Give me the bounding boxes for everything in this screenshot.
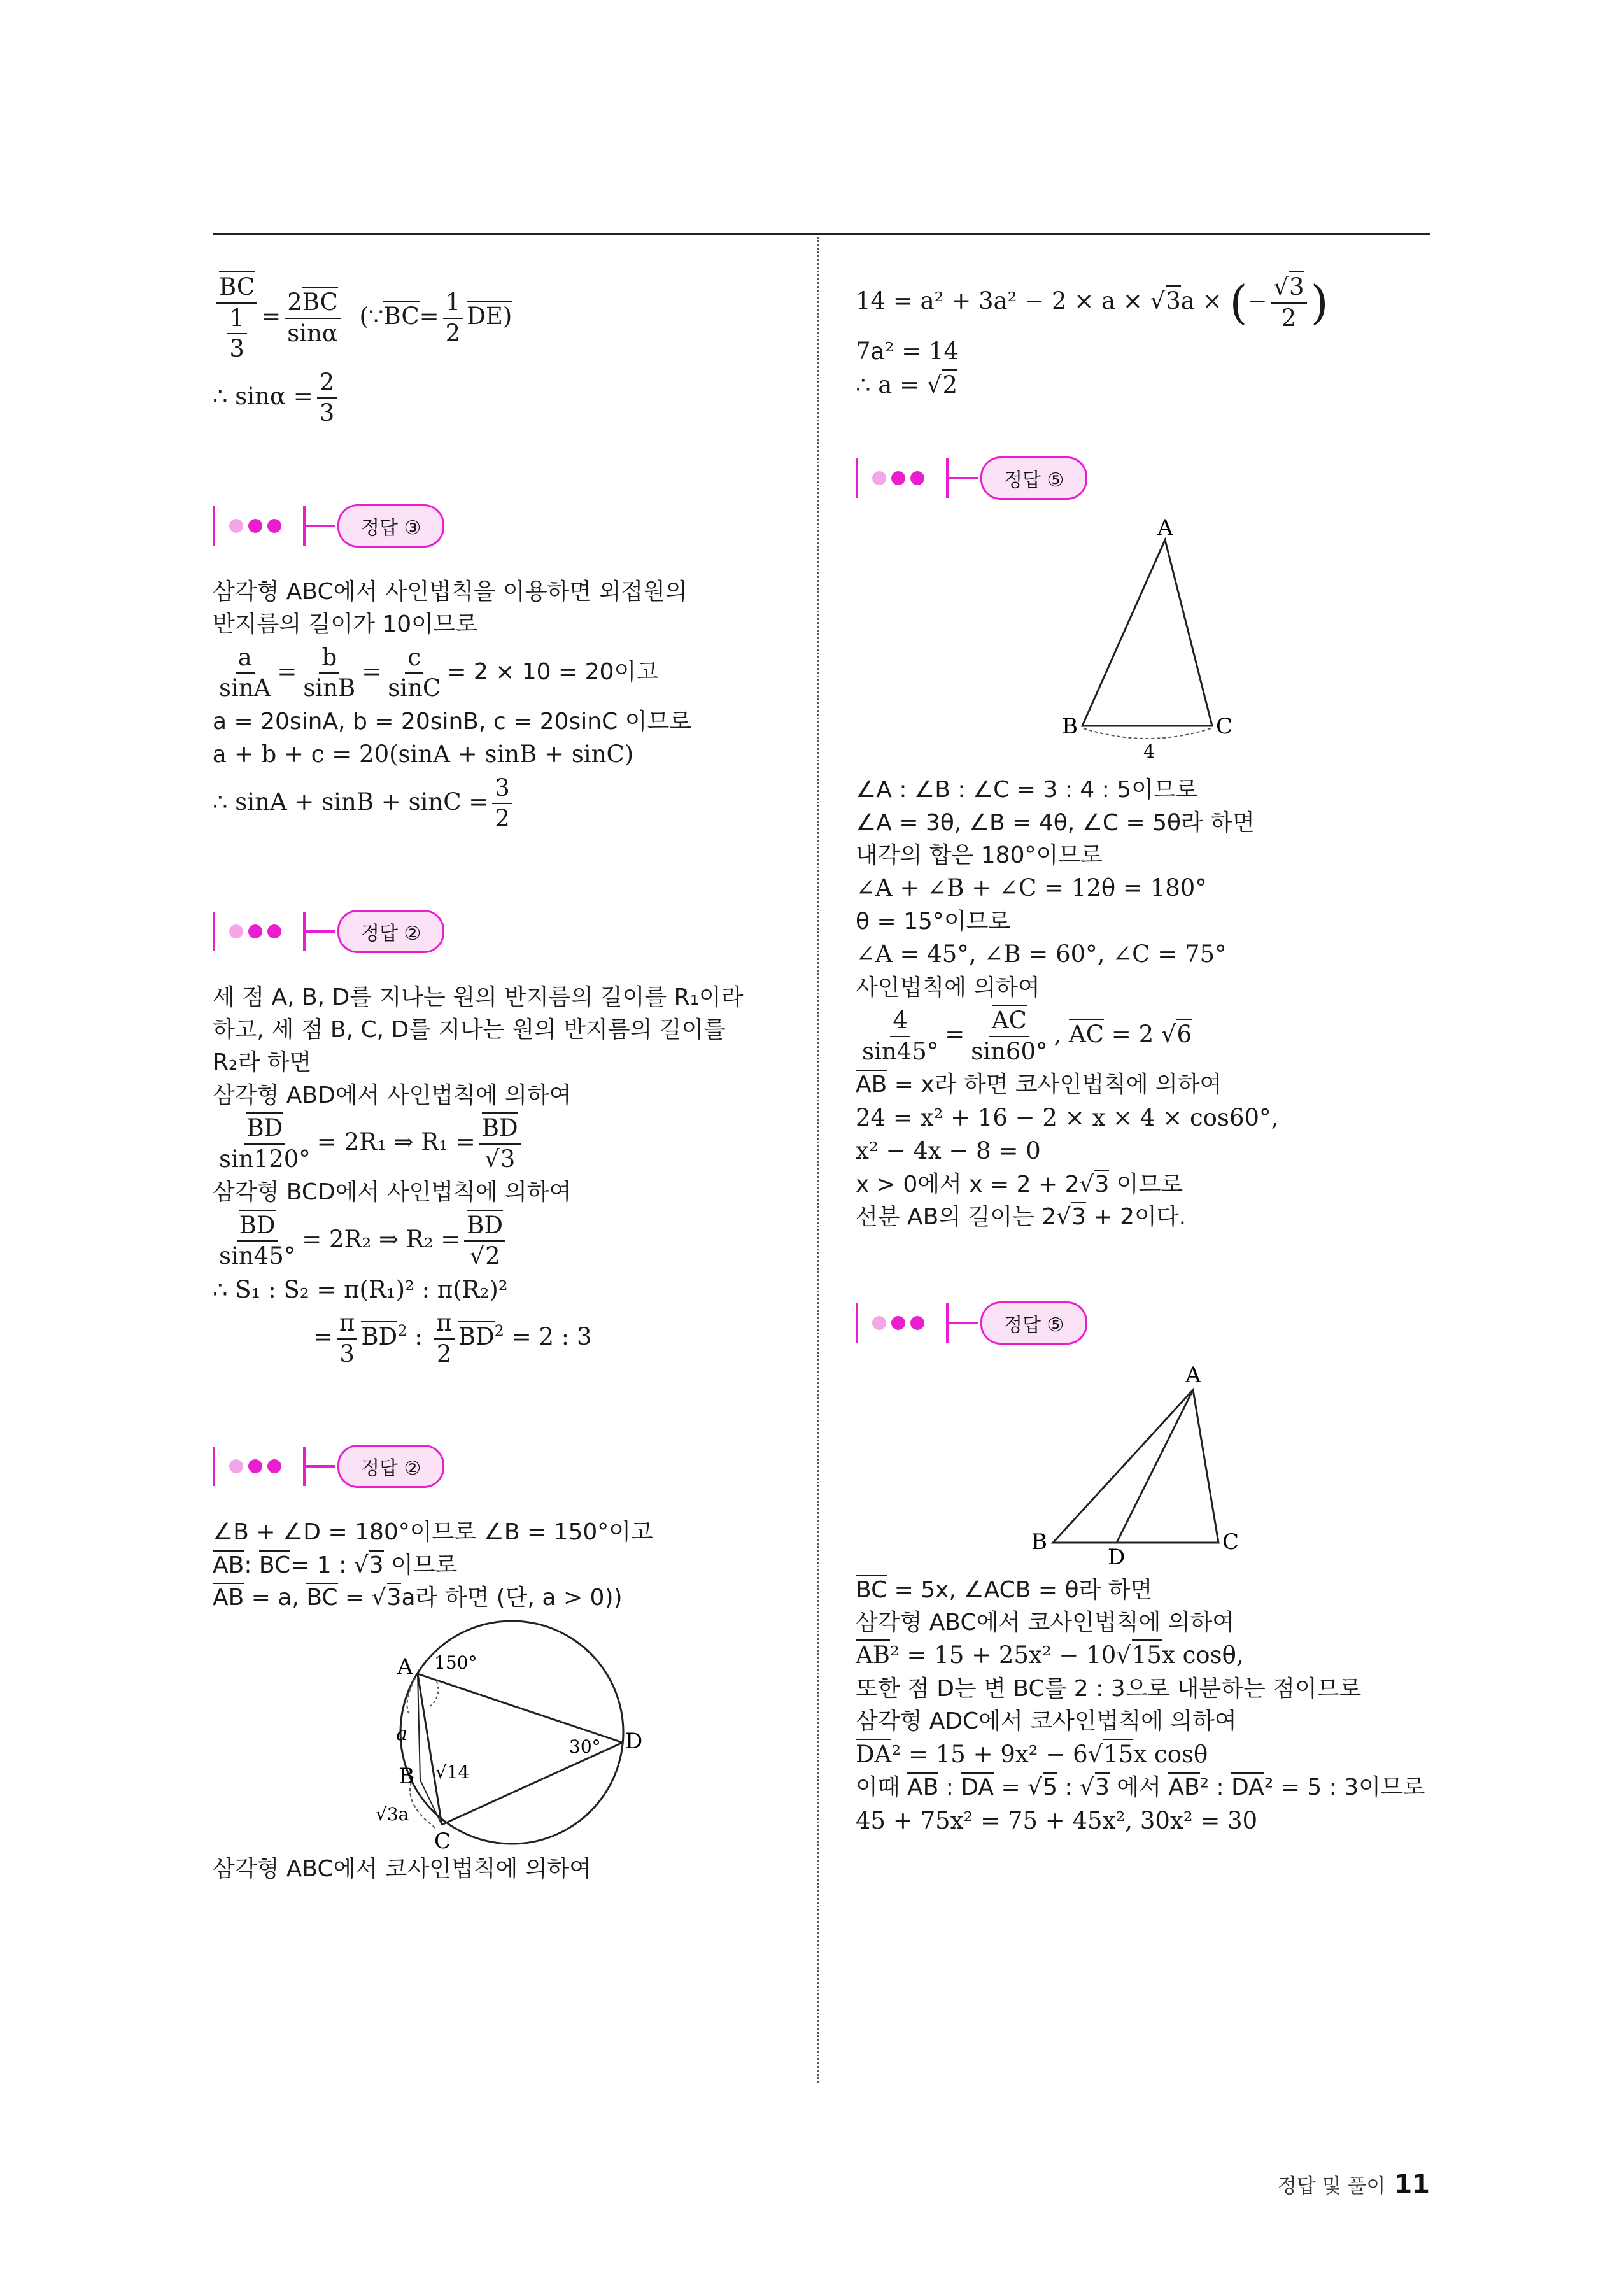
formula-a: ∴ a = √2 xyxy=(856,372,1429,399)
label-b: B xyxy=(1031,1529,1047,1555)
formula-r1: $\frac{BD}{\sin 120^\circ}$ = 2R₁ ⇒ R₁ = $\frac{BD}{√3}$ xyxy=(213,1115,786,1173)
text-line: 사인법칙에 의하여 xyxy=(856,974,1040,1001)
text-line: AB: BC= 1 : √3 이므로 xyxy=(213,1552,786,1578)
text-line: 삼각형 ABD에서 사인법칙에 의하여 xyxy=(213,1082,572,1108)
top-rule xyxy=(213,233,1430,235)
label-a: A xyxy=(1157,515,1173,541)
tee-connector xyxy=(946,1303,949,1343)
text-line: θ = 15°이므로 xyxy=(856,908,1011,935)
formula-7a2: 7a² = 14 xyxy=(856,337,959,365)
text-line: AB = a, BC = √3a라 하면 (단, a > 0)) xyxy=(213,1585,786,1611)
text-line: BC = 5x, ∠ACB = θ라 하면 xyxy=(856,1577,1429,1603)
formula-r2: $\frac{BD}{\sin 45^\circ}$ = 2R₂ ⇒ R₂ = $\frac{BD}{√2}$ xyxy=(213,1212,786,1270)
tee-connector xyxy=(303,912,306,951)
header-bar xyxy=(856,1303,858,1343)
left-top-block xyxy=(213,274,786,427)
formula-sine-ac: $\frac{4}{\sin 45^\circ}$ = $\frac{AC}{\sin 60^\circ}$ , AC = 2 √6 xyxy=(856,1007,1429,1065)
formula-sin-alpha-2: ∴ sinα = $\frac{2}{3}$ xyxy=(213,369,786,427)
cyclic-quadrilateral-diagram xyxy=(340,1618,643,1854)
right-top-block xyxy=(856,274,1429,399)
triangle-figure-1 xyxy=(1034,513,1429,770)
dots-icon xyxy=(229,519,281,533)
text-line: 45 + 75x² = 75 + 45x², 30x² = 30 xyxy=(856,1806,1258,1834)
label-b: B xyxy=(1062,714,1078,740)
label-c: C xyxy=(1222,1529,1239,1555)
formula-result: ∴ sinA + sinB + sinC = $\frac{3}{2}$ xyxy=(213,775,786,833)
label-c: C xyxy=(1216,714,1233,740)
label-a: A xyxy=(1185,1362,1201,1388)
text-line: 삼각형 ABC에서 사인법칙을 이용하면 외접원의 xyxy=(213,578,688,605)
text-line: 삼각형 BCD에서 사인법칙에 의하여 xyxy=(213,1179,572,1206)
tee-connector xyxy=(303,506,306,546)
label-30: 30° xyxy=(569,1736,601,1757)
text-line: ∴ S₁ : S₂ = π(R₁)² : π(R₂)² xyxy=(213,1275,508,1303)
label-length: 4 xyxy=(1143,741,1155,763)
formula-14: 14 = a² + 3a² − 2 × a × √3a × (− $\frac{√3}{2}$ ) xyxy=(856,274,1429,332)
text-line: 이때 AB : DA = √5 : √3 에서 AB² : DA² = 5 : 3이므로 xyxy=(856,1774,1429,1800)
text-line: AB = x라 하면 코사인법칙에 의하여 xyxy=(856,1072,1429,1098)
text-line: 24 = x² + 16 − 2 × x × 4 × cos60°, xyxy=(856,1103,1279,1131)
page-number: 11 xyxy=(1394,2170,1430,2199)
text-line: ∠A = 45°, ∠B = 60°, ∠C = 75° xyxy=(856,940,1227,968)
label-side-a: a xyxy=(396,1722,407,1745)
dots-icon xyxy=(872,1316,924,1330)
text-line: 반지름의 길이가 10이므로 xyxy=(213,611,478,638)
text-line: 세 점 A, B, D를 지나는 원의 반지름의 길이를 R₁이라 xyxy=(213,984,744,1010)
answer-badge: 정답 ② xyxy=(337,1445,444,1488)
answer-header-3 xyxy=(213,1444,786,1489)
dots-icon xyxy=(229,924,281,938)
header-bar xyxy=(213,506,215,546)
formula-ab2: AB² = 15 + 25x² − 10√15x cosθ, xyxy=(856,1642,1429,1669)
header-bar xyxy=(213,1447,215,1486)
answer-badge: 정답 ⑤ xyxy=(980,1301,1087,1345)
header-bar xyxy=(213,912,215,951)
text-line: 삼각형 ABC에서 코사인법칙에 의하여 xyxy=(856,1609,1235,1636)
text-line: ∠A = 3θ, ∠B = 4θ, ∠C = 5θ라 하면 xyxy=(856,809,1255,836)
answer-header-1 xyxy=(213,504,786,548)
label-150: 150° xyxy=(434,1652,477,1673)
label-sqrt14: √14 xyxy=(435,1761,470,1783)
triangle-figure-2 xyxy=(1002,1358,1429,1571)
page-footer xyxy=(1278,2170,1430,2199)
footer-label: 정답 및 풀이 xyxy=(1277,2175,1386,2198)
label-d: D xyxy=(1108,1544,1126,1570)
text-line: ∠B + ∠D = 180°이므로 ∠B = 150°이고 xyxy=(213,1519,653,1546)
label-b: B xyxy=(399,1763,414,1789)
formula-sin-alpha-1: $\frac{BC}{\frac{1}{3}}$ = $\frac{2BC}{\sin\alpha}$ (∵BC= $\frac{1}{2}$ DE) xyxy=(213,274,786,363)
text-line: a + b + c = 20(sinA + sinB + sinC) xyxy=(213,740,634,768)
text-line: 삼각형 ABC에서 코사인법칙에 의하여 xyxy=(213,1855,592,1882)
answer-badge: 정답 ⑤ xyxy=(980,456,1087,500)
right-column xyxy=(856,267,1429,1841)
tee-connector xyxy=(946,458,949,498)
text-line: 삼각형 ADC에서 코사인법칙에 의하여 xyxy=(856,1708,1237,1735)
text-line: 내각의 합은 180°이므로 xyxy=(856,842,1103,868)
label-d: D xyxy=(625,1728,643,1754)
text-line: x² − 4x − 8 = 0 xyxy=(856,1137,1041,1165)
column-divider xyxy=(817,237,819,2083)
answer-header-5 xyxy=(856,1301,1429,1345)
formula-sine-law: $\frac{a}{\sin A}$ = $\frac{b}{\sin B}$ = $\frac{c}{\sin C}$ = 2 × 10 = 20이고 xyxy=(219,643,659,702)
dots-icon xyxy=(229,1459,281,1473)
answer-header-4 xyxy=(856,456,1429,500)
dots-icon xyxy=(872,471,924,485)
text-line: ∠A : ∠B : ∠C = 3 : 4 : 5이므로 xyxy=(856,777,1198,803)
triangle-abc-diagram xyxy=(1034,513,1263,768)
answer-badge: 정답 ② xyxy=(337,910,444,953)
triangle-abdc-diagram xyxy=(1002,1358,1269,1568)
formula-da2: DA² = 15 + 9x² − 6√15x cosθ xyxy=(856,1741,1429,1769)
text-line: R₂라 하면 xyxy=(213,1049,312,1076)
header-bar xyxy=(856,458,858,498)
text-line: ∠A + ∠B + ∠C = 12θ = 180° xyxy=(856,874,1207,902)
answer-header-2 xyxy=(213,909,786,954)
circle-figure xyxy=(340,1618,786,1854)
label-c: C xyxy=(434,1828,451,1854)
text-line: x > 0에서 x = 2 + 2√3 이므로 xyxy=(856,1171,1429,1198)
text-line: a = 20sinA, b = 20sinB, c = 20sinC 이므로 xyxy=(213,708,692,735)
left-column xyxy=(213,267,786,1888)
tee-connector xyxy=(303,1447,306,1486)
label-a: A xyxy=(397,1653,413,1680)
text-line: 선분 AB의 길이는 2√3 + 2이다. xyxy=(856,1204,1429,1230)
answer-badge: 정답 ③ xyxy=(337,504,444,548)
text-line: 하고, 세 점 B, C, D를 지나는 원의 반지름의 길이를 xyxy=(213,1017,726,1043)
label-sqrt3a: √3a xyxy=(376,1803,409,1825)
text-line: 또한 점 D는 변 BC를 2 : 3으로 내분하는 점이므로 xyxy=(856,1675,1362,1702)
formula-ratio: = $\frac{\pi}{3}$ $BD^2$ : $\frac{\pi}{2}$ $BD^2 = 2$ : 3 xyxy=(313,1309,592,1368)
